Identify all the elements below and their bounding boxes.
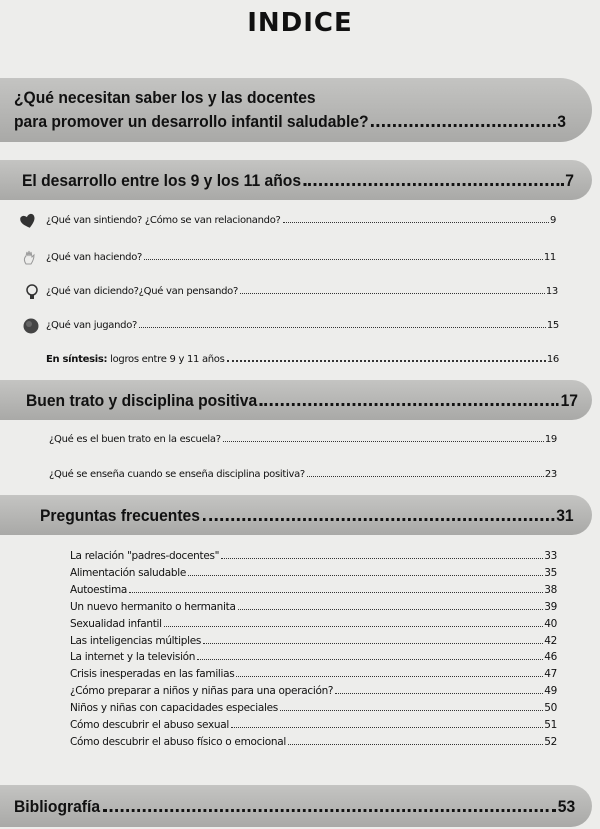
hand-icon — [22, 250, 38, 266]
section-heading: Preguntas frecuentes 31 — [40, 506, 574, 525]
toc-item[interactable]: Un nuevo hermanito o hermanita 39 — [70, 600, 557, 613]
toc-item[interactable]: Las inteligencias múltiples 42 — [70, 634, 557, 647]
section-heading: El desarrollo entre los 9 y los 11 años 7 — [22, 171, 574, 190]
toc-item[interactable]: ¿Cómo preparar a niños y niñas para una operación? 49 — [70, 685, 557, 698]
section-heading: Bibliografía 53 — [14, 797, 576, 816]
lightbulb-icon — [24, 284, 40, 300]
page-number: 53 — [557, 797, 576, 816]
toc-item[interactable]: ¿Qué van sintiendo? ¿Cómo se van relacionando? 9 — [46, 215, 556, 226]
toc-item[interactable]: Sexualidad infantil 40 — [70, 617, 557, 630]
toc-item[interactable]: ¿Qué van jugando? 15 — [46, 320, 559, 331]
ball-icon — [23, 318, 39, 334]
section-heading-line2: para promover un desarrollo infantil saludable? 3 — [14, 112, 566, 131]
toc-item[interactable]: ¿Qué van haciendo? 11 — [46, 252, 556, 263]
section-band-4 — [0, 495, 592, 535]
page-number: 3 — [557, 112, 566, 131]
section-band-3 — [0, 380, 592, 420]
page-title: INDICE — [247, 8, 353, 38]
section-band-2 — [0, 160, 592, 200]
section-heading-line1: ¿Qué necesitan saber los y las docentes — [14, 88, 316, 107]
section-band-5 — [0, 785, 592, 827]
toc-item[interactable]: Alimentación saludable 35 — [70, 566, 557, 579]
toc-item-synthesis[interactable]: En síntesis: logros entre 9 y 11 años 16 — [46, 354, 559, 365]
toc-item[interactable]: ¿Qué se enseña cuando se enseña disciplina positiva? 23 — [49, 469, 557, 480]
heart-icon — [20, 213, 36, 229]
toc-item[interactable]: Niños y niñas con capacidades especiales 50 — [70, 702, 557, 715]
section-heading: Buen trato y disciplina positiva 17 — [26, 391, 578, 410]
toc-item[interactable]: Cómo descubrir el abuso físico o emocional 52 — [70, 735, 557, 748]
toc-item[interactable]: Crisis inesperadas en las familias 47 — [70, 668, 557, 681]
toc-item[interactable]: ¿Qué es el buen trato en la escuela? 19 — [49, 434, 557, 445]
toc-item[interactable]: La internet y la televisión 46 — [70, 651, 557, 664]
toc-item[interactable]: Autoestima 38 — [70, 583, 557, 596]
page-number: 17 — [560, 391, 578, 410]
page-number: 7 — [565, 171, 574, 190]
page-number: 31 — [556, 506, 574, 525]
toc-item[interactable]: ¿Qué van diciendo?¿Qué van pensando? 13 — [46, 286, 558, 297]
toc-item[interactable]: Cómo descubrir el abuso sexual 51 — [70, 719, 557, 731]
section-band-1 — [0, 78, 592, 142]
toc-item[interactable]: La relación "padres-docentes" 33 — [70, 550, 557, 562]
